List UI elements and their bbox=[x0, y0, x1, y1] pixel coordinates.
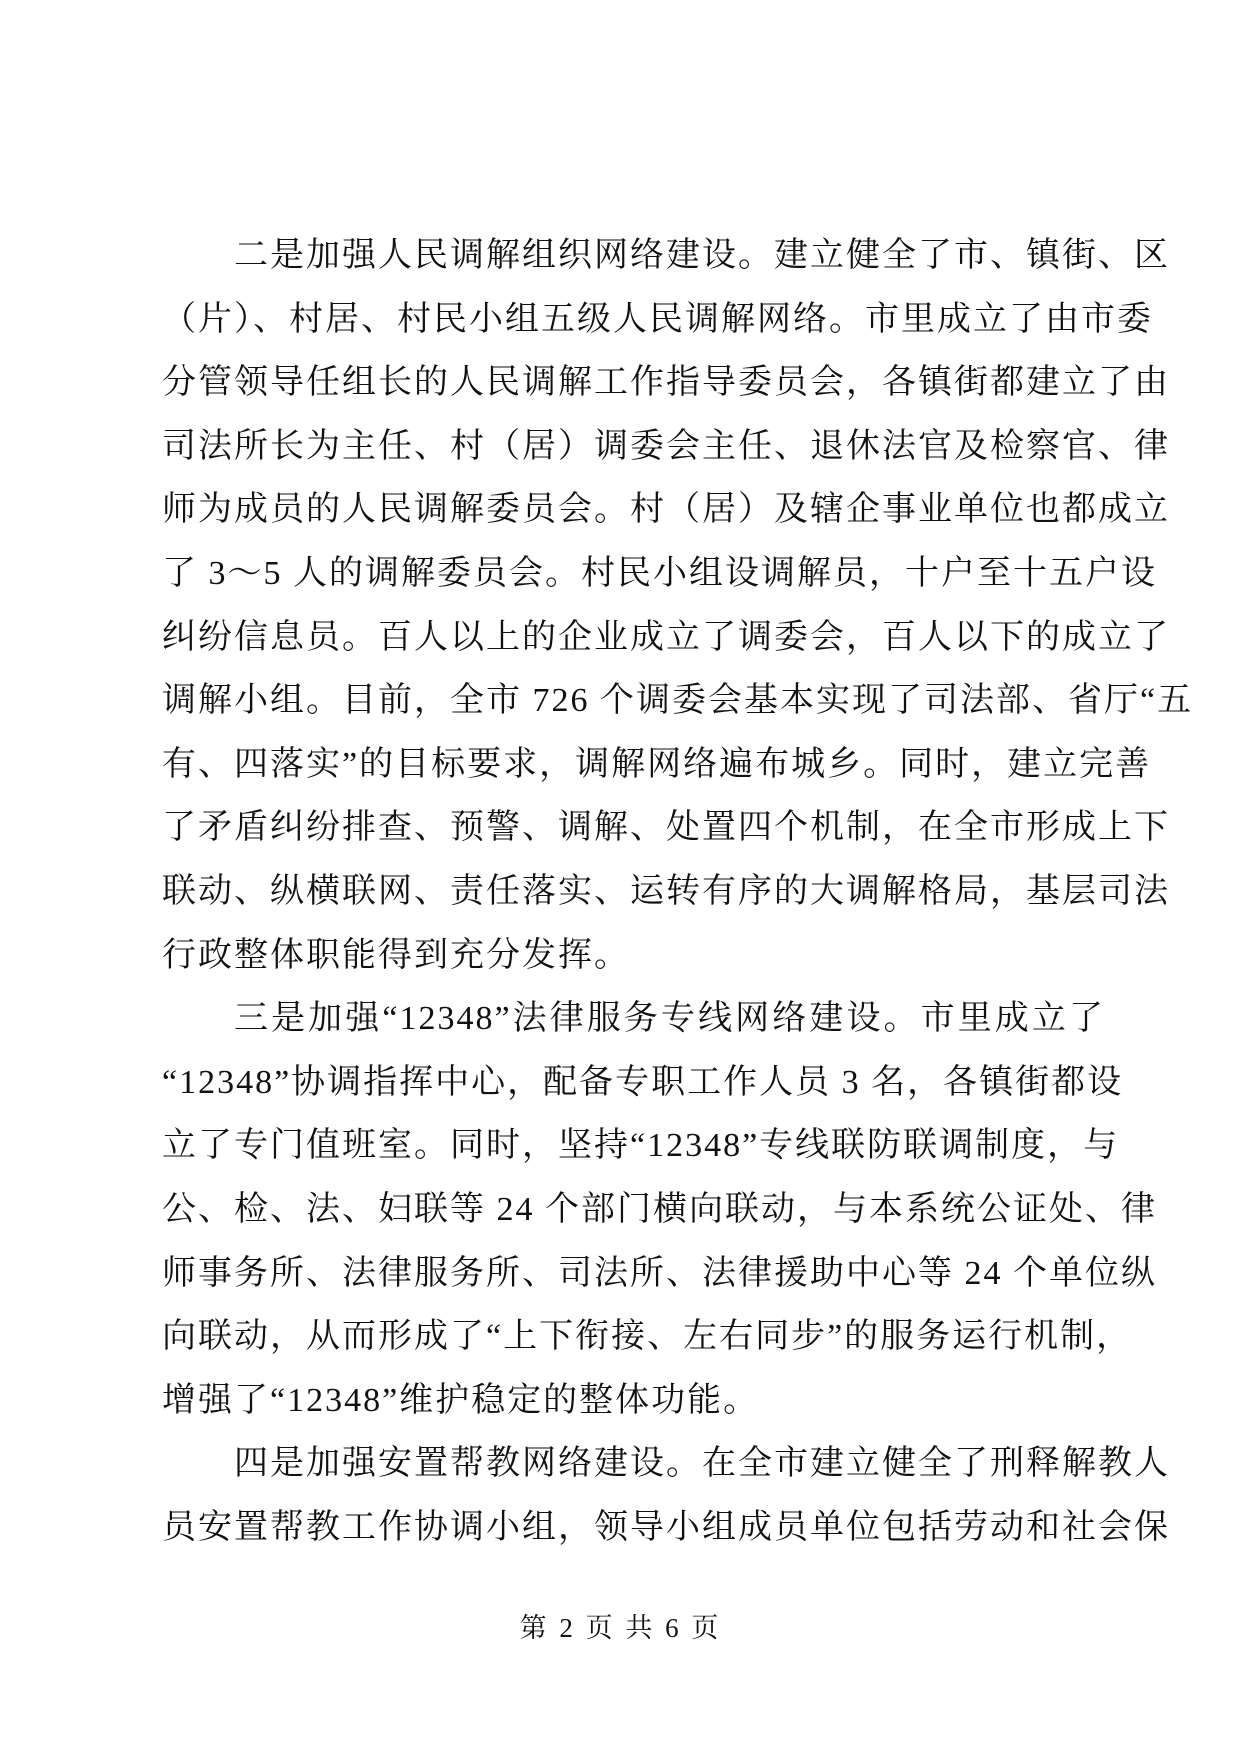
paragraph-line: 纠纷信息员。百人以上的企业成立了调委会，百人以下的成立了 bbox=[162, 618, 1170, 656]
paragraph-line: 联动、纵横联网、责任落实、运转有序的大调解格局，基层司法 bbox=[162, 872, 1170, 910]
paragraph-line: 师为成员的人民调解委员会。村（居）及辖企事业单位也都成立 bbox=[162, 491, 1170, 529]
paragraph-line: 二是加强人民调解组织网络建设。建立健全了市、镇街、区 bbox=[234, 237, 1170, 274]
paragraph-line: 行政整体职能得到充分发挥。 bbox=[162, 936, 630, 974]
paragraph-line: 员安置帮教工作协调小组，领导小组成员单位包括劳动和社会保 bbox=[162, 1508, 1170, 1546]
paragraph-line: “12348”协调指挥中心，配备专职工作人员 3 名，各镇街都设 bbox=[162, 1063, 1124, 1101]
paragraph-line: （片）、村居、村民小组五级人民调解网络。市里成立了由市委 bbox=[162, 300, 1153, 338]
paragraph-line: 分管领导任组长的人民调解工作指导委员会，各镇街都建立了由 bbox=[162, 364, 1170, 402]
paragraph-line: 了 3～5 人的调解委员会。村民小组设调解员，十户至十五户设 bbox=[162, 554, 1157, 592]
paragraph-line: 调解小组。目前，全市 726 个调委会基本实现了司法部、省厅“五 bbox=[162, 682, 1194, 720]
paragraph-line: 向联动，从而形成了“上下衔接、左右同步”的服务运行机制， bbox=[162, 1318, 1133, 1356]
paragraph-line: 司法所长为主任、村（居）调委会主任、退休法官及检察官、律 bbox=[162, 427, 1170, 465]
paragraph-line: 立了专门值班室。同时，坚持“12348”专线联防联调制度，与 bbox=[162, 1127, 1120, 1165]
document-body bbox=[162, 224, 1194, 1559]
paragraph-line: 增强了“12348”维护稳定的整体功能。 bbox=[162, 1381, 760, 1419]
paragraph-line: 四是加强安置帮教网络建设。在全市建立健全了刑释解教人 bbox=[234, 1445, 1170, 1483]
paragraph-line: 三是加强“12348”法律服务专线网络建设。市里成立了 bbox=[234, 1000, 1105, 1038]
paragraph-line: 师事务所、法律服务所、司法所、法律援助中心等 24 个单位纵 bbox=[162, 1254, 1157, 1292]
paragraph-line: 公、检、法、妇联等 24 个部门横向联动，与本系统公证处、律 bbox=[162, 1190, 1157, 1228]
paragraph-line: 了矛盾纠纷排查、预警、调解、处置四个机制，在全市形成上下 bbox=[162, 809, 1170, 847]
paragraph-line: 有、四落实”的目标要求，调解网络遍布城乡。同时，建立完善 bbox=[162, 745, 1152, 783]
page-number-footer: 第 2 页 共 6 页 bbox=[519, 1613, 722, 1643]
